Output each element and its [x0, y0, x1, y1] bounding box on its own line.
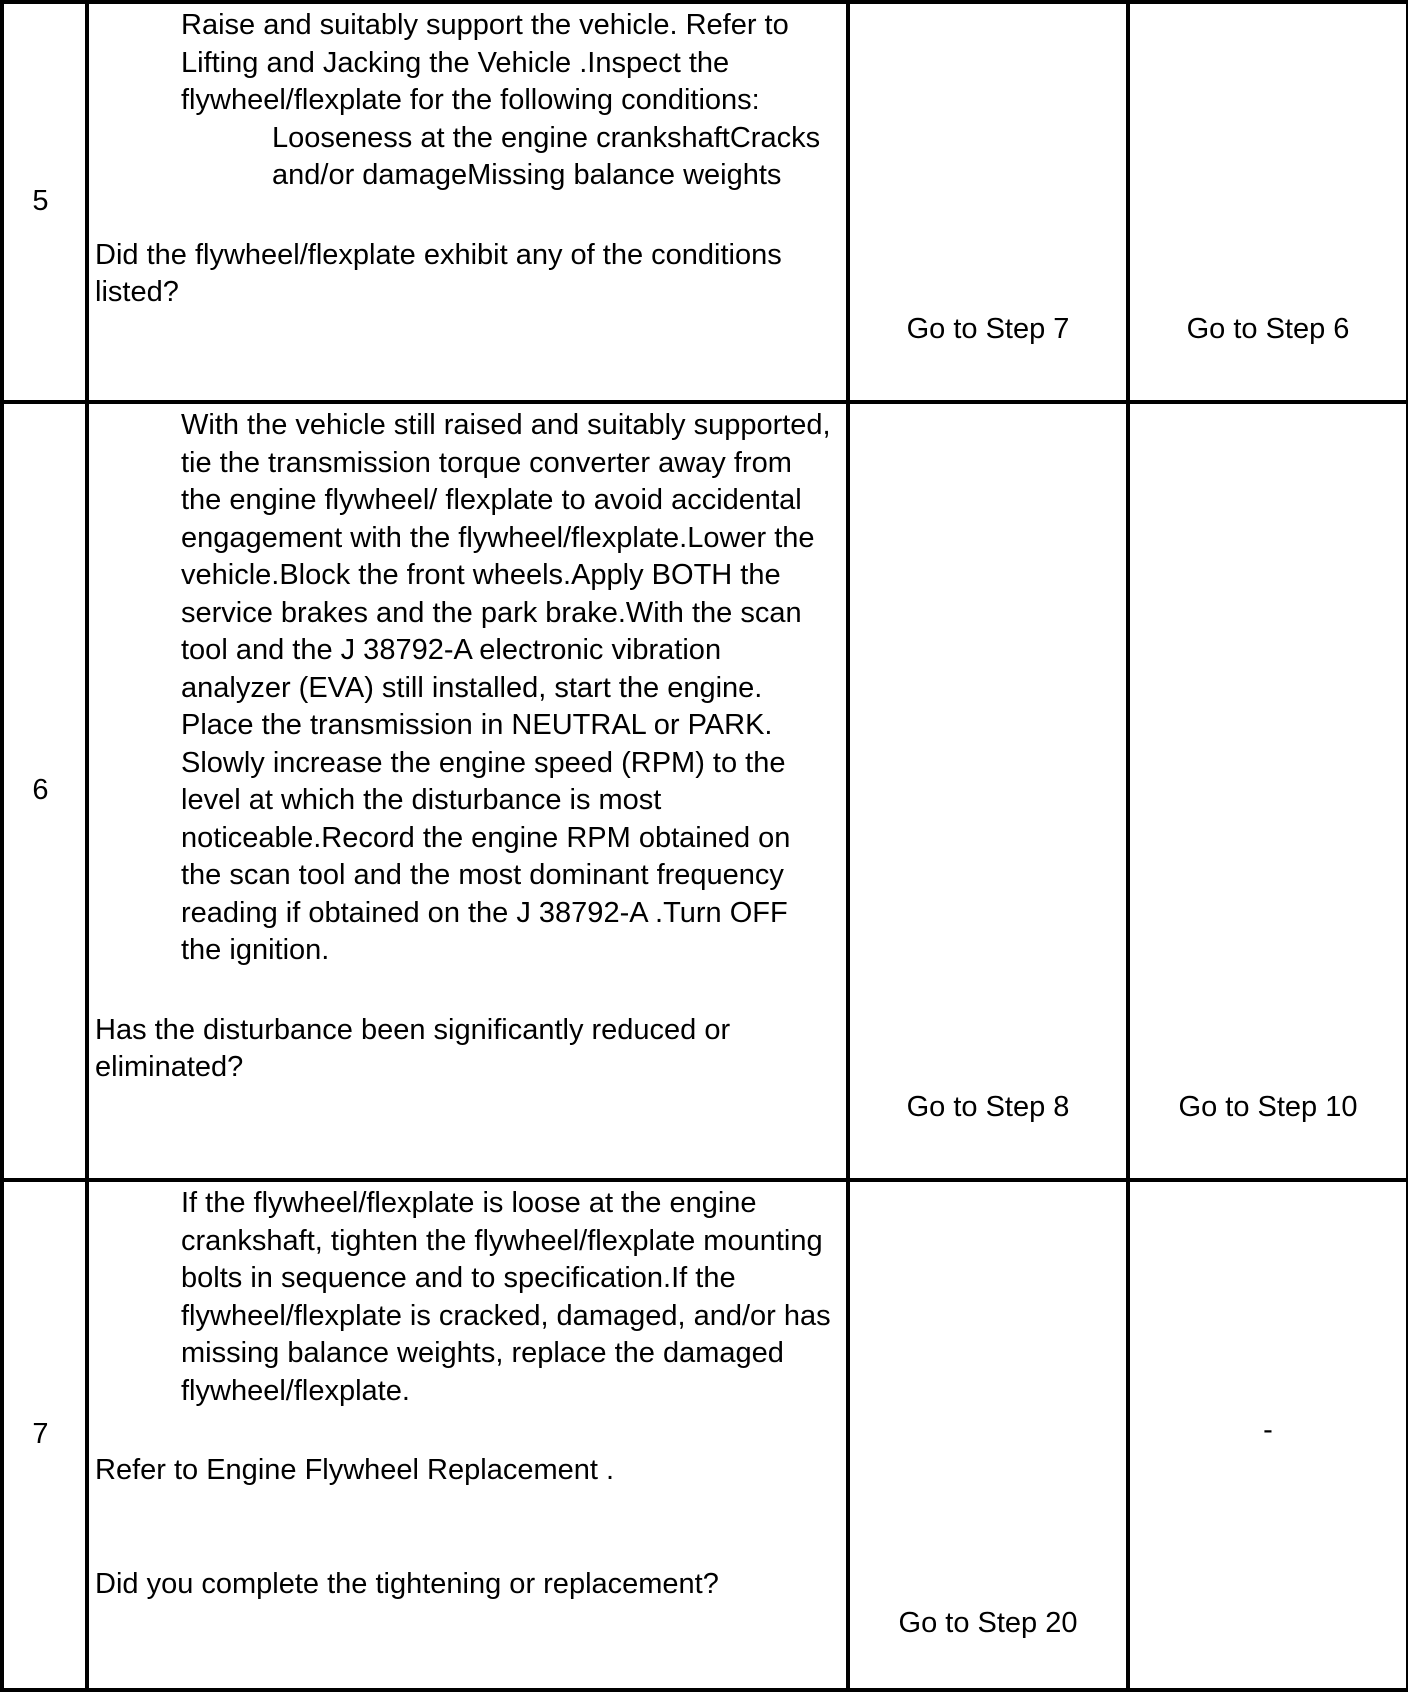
no-result: Go to Step 6 — [1186, 313, 1350, 345]
no-result-cell — [1128, 2, 1408, 402]
table-row — [2, 1180, 1408, 1690]
step-number-cell — [2, 402, 87, 1180]
step-number-cell — [2, 2, 87, 402]
reference-text: Refer to Engine Flywheel Replacement . — [95, 1454, 615, 1486]
procedure-text: With the vehicle still raised and suitably supported, tie the transmission torque converter away from the engine flywheel/ flexplate to avoid accidental engagement with the flywheel/flexplate.Lower the vehicle.Block the front wheels.Apply BOTH the service brakes and the park brake.With the scan tool and the J 38792-A electronic vibration analyzer (EVA) still installed, start the engine. Place the transmission in NEUTRAL or PARK. Slowly increase the engine speed (RPM) to the level at which the disturbance is most noticeable.Record the engine RPM obtained on the scan tool and the most dominant frequency reading if obtained on the J 38792-A .Turn OFF the ignition. — [181, 409, 831, 966]
step-number-cell — [2, 1180, 87, 1690]
step-number: 6 — [32, 774, 49, 807]
procedure-text: Raise and suitably support the vehicle. Refer to Lifting and Jacking the Vehicle .Inspect the flywheel/flexplate for the following conditions: — [181, 9, 789, 116]
yes-result: Go to Step 20 — [898, 1607, 1078, 1639]
question-text: Has the disturbance been significantly reduced or eliminated? — [95, 1013, 731, 1083]
action-cell — [87, 1180, 848, 1690]
yes-result: Go to Step 7 — [906, 313, 1070, 345]
no-result: - — [1263, 1414, 1273, 1446]
table-row — [2, 2, 1408, 402]
step-number: 7 — [32, 1418, 49, 1451]
no-result-cell — [1128, 1180, 1408, 1690]
no-result-cell — [1128, 402, 1408, 1180]
action-cell — [87, 2, 848, 402]
step-number: 5 — [32, 185, 49, 218]
no-result: Go to Step 10 — [1178, 1091, 1358, 1123]
yes-result: Go to Step 8 — [906, 1091, 1070, 1123]
question-text: Did you complete the tightening or replacement? — [95, 1567, 719, 1600]
procedure-text: If the flywheel/flexplate is loose at the engine crankshaft, tighten the flywheel/flexplate mounting bolts in sequence and to specification.If the flywheel/flexplate is cracked, damaged, and/or has missing balance weights, replace the damaged flywheel/flexplate. — [181, 1187, 831, 1407]
conditions-list: Looseness at the engine crankshaftCracks and/or damageMissing balance weights — [272, 121, 821, 191]
action-cell — [87, 402, 848, 1180]
yes-result-cell — [848, 1180, 1128, 1690]
yes-result-cell — [848, 402, 1128, 1180]
table-row — [2, 402, 1408, 1180]
question-text: Did the flywheel/flexplate exhibit any of the conditions listed? — [95, 238, 782, 308]
yes-result-cell — [848, 2, 1128, 402]
